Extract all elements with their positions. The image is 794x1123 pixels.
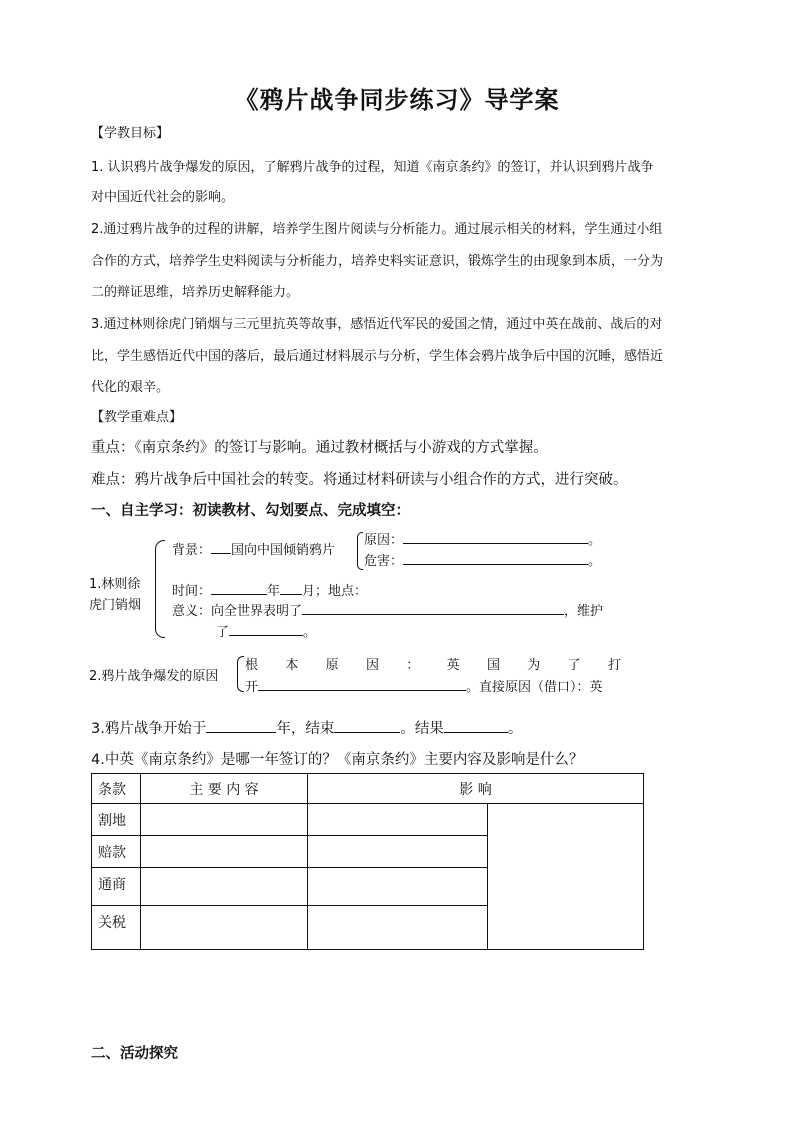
q2-line-1 bbox=[245, 654, 621, 673]
header-clause: 条款 bbox=[92, 774, 141, 804]
row-label-trade: 通商 bbox=[92, 868, 141, 906]
q2-line-2 bbox=[245, 676, 603, 695]
q1-le-text: 了 bbox=[216, 625, 230, 640]
q1-background-blank[interactable] bbox=[211, 539, 231, 554]
impact-cell[interactable] bbox=[308, 836, 488, 868]
q1-label-line-1: 1.林则徐 bbox=[89, 577, 141, 592]
q2-char: 打 bbox=[607, 658, 621, 673]
q1-harm-label: 危害： bbox=[364, 554, 404, 569]
keypoints-heading: 【教学重难点】 bbox=[91, 410, 183, 425]
q3-text-c: 。结果 bbox=[400, 721, 444, 737]
q1-year-blank[interactable] bbox=[211, 580, 267, 595]
objective-3-line-1: 3.通过林则徐虎门销烟与三元里抗英等故事，感悟近代军民的爱国之情，通过中英在战前、战后的对 bbox=[91, 317, 663, 332]
row-label-indemnity: 赔款 bbox=[92, 836, 141, 868]
q1-maintain-blank[interactable] bbox=[229, 621, 303, 636]
q1-cause-label: 原因： bbox=[364, 533, 404, 548]
q1-maintain-text: ，维护 bbox=[564, 604, 604, 619]
q1-month-text: 月；地点： bbox=[302, 584, 368, 599]
q1-label-line-2: 虎门销烟 bbox=[89, 598, 142, 613]
objective-2-line-2: 合作的方式，培养学生史料阅读与分析能力，培养史料实证意识，锻炼学生的由现象到本质，一分为 bbox=[91, 254, 664, 269]
q3-text-b: 年，结束 bbox=[276, 721, 335, 737]
q2-char: 本 bbox=[285, 658, 299, 673]
q3-start-blank[interactable] bbox=[206, 718, 276, 733]
impact-cell[interactable] bbox=[308, 804, 488, 836]
q1-background-label: 背景： bbox=[172, 543, 212, 558]
q1-month-blank[interactable] bbox=[280, 580, 302, 595]
content-cell[interactable] bbox=[141, 906, 308, 950]
content-cell[interactable] bbox=[141, 836, 308, 868]
objective-3-line-2: 比，学生感悟近代中国的落后，最后通过材料展示与分析，学生体会鸦片战争后中国的沉睡，感悟近 bbox=[91, 349, 664, 364]
q3-text-d: 。 bbox=[507, 721, 523, 737]
q1-cause-row bbox=[364, 529, 601, 548]
table-header-row bbox=[92, 774, 644, 804]
objective-3-line-3: 代化的艰辛。 bbox=[91, 380, 170, 395]
q2-char: 为 bbox=[527, 658, 541, 673]
impact-merged-cell[interactable] bbox=[488, 804, 644, 950]
q2-brace bbox=[237, 656, 244, 692]
treaty-table bbox=[91, 773, 644, 950]
q2-char: 因 bbox=[365, 658, 379, 673]
q1-cause-blank[interactable] bbox=[403, 529, 588, 544]
q1-meaning-row-2 bbox=[216, 621, 316, 640]
objective-1-line-1: 1. 认识鸦片战争爆发的原因，了解鸦片战争的过程，知道《南京条约》的签订，并认识到鸦片战争 bbox=[91, 160, 654, 175]
objective-2-line-3: 二的辩证思维，培养历史解释能力。 bbox=[91, 285, 300, 300]
q1-meaning-period: 。 bbox=[303, 625, 317, 640]
focus-point: 重点：《南京条约》的签订与影响。通过教材概括与小游戏的方式掌握。 bbox=[91, 440, 548, 456]
q1-harm-period: 。 bbox=[588, 554, 602, 569]
q1-brace bbox=[155, 540, 165, 638]
q1-cause-period: 。 bbox=[588, 533, 602, 548]
q1-harm-blank[interactable] bbox=[403, 550, 588, 565]
section-2-heading: 二、活动探究 bbox=[91, 1046, 178, 1062]
q1-background-text: 国向中国倾销鸦片 bbox=[231, 543, 336, 558]
objective-1-line-2: 对中国近代社会的影响。 bbox=[91, 190, 235, 205]
q2-line-2-start: 开 bbox=[245, 680, 259, 695]
difficulty-point: 难点：鸦片战争后中国社会的转变。将通过材料研读与小组合作的方式，进行突破。 bbox=[91, 472, 628, 488]
q1-meaning-blank[interactable] bbox=[302, 600, 564, 615]
objectives-heading: 【学教目标】 bbox=[91, 126, 170, 141]
q4-question: 4.中英《南京条约》是哪一年签订的？《南京条约》主要内容及影响是什么？ bbox=[91, 752, 584, 768]
q1-year-text: 年 bbox=[267, 584, 281, 599]
header-content: 主 要 内 容 bbox=[141, 774, 308, 804]
page-title: 《鸦片战争同步练习》导学案 bbox=[234, 85, 560, 114]
table-row bbox=[92, 804, 644, 836]
impact-cell[interactable] bbox=[308, 906, 488, 950]
q1-sub-brace bbox=[357, 532, 363, 570]
q1-time-row bbox=[172, 580, 367, 599]
impact-cell[interactable] bbox=[308, 868, 488, 906]
q1-harm-row bbox=[364, 550, 601, 569]
q2-char: 英 bbox=[446, 658, 460, 673]
section-1-heading: 一、自主学习：初读教材、勾划要点、完成填空： bbox=[91, 503, 410, 519]
q3-end-blank[interactable] bbox=[334, 718, 400, 733]
q1-meaning-row bbox=[172, 600, 603, 619]
objective-2-line-1: 2.通过鸦片战争的过程的讲解，培养学生图片阅读与分析能力。通过展示相关的材料，学生通过小组 bbox=[91, 222, 663, 237]
q2-line-2-end: 。直接原因（借口）：英 bbox=[466, 680, 603, 695]
row-label-cession: 割地 bbox=[92, 804, 141, 836]
content-cell[interactable] bbox=[141, 868, 308, 906]
q2-label: 2.鸦片战争爆发的原因 bbox=[89, 669, 219, 684]
row-label-tariff: 关税 bbox=[92, 906, 141, 950]
q1-time-label: 时间： bbox=[172, 584, 212, 599]
q2-char: 根 bbox=[245, 658, 259, 673]
q2-char: 了 bbox=[567, 658, 581, 673]
q1-meaning-label: 意义：向全世界表明了 bbox=[172, 604, 303, 619]
q2-char: ： bbox=[406, 658, 420, 673]
q1-background-row bbox=[172, 539, 335, 558]
q3-text-a: 3.鸦片战争开始于 bbox=[91, 721, 207, 737]
q2-char: 原 bbox=[325, 658, 339, 673]
q2-root-cause-blank[interactable] bbox=[258, 676, 466, 691]
content-cell[interactable] bbox=[141, 804, 308, 836]
header-impact: 影 响 bbox=[308, 774, 644, 804]
q3-row bbox=[91, 717, 522, 738]
q2-char: 国 bbox=[486, 658, 500, 673]
q3-result-blank[interactable] bbox=[444, 718, 508, 733]
